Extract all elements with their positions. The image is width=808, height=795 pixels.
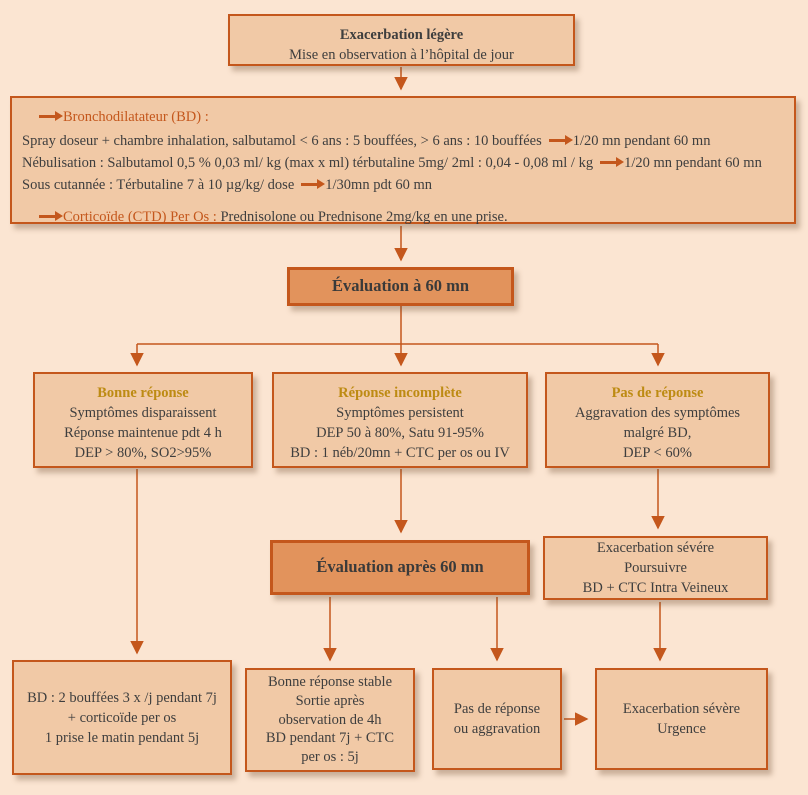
incomplete-response-line: BD : 1 néb/20mn + CTC per os ou IV [290, 445, 510, 461]
good-response-line: Réponse maintenue pdt 4 h [64, 425, 222, 441]
good-response-line: DEP > 80%, SO2>95% [74, 445, 212, 461]
no-response-line: malgré BD, [623, 425, 692, 441]
spray-text: Spray doseur + chambre inhalation, salbutamol < 6 ans : 5 bouffées, > 6 ans : 10 bouffées [22, 133, 542, 149]
home-treatment-box [12, 660, 232, 775]
arrow-right-icon [39, 215, 56, 218]
no-response-aggravation-line: Pas de réponse [453, 701, 541, 717]
severe-continue-line: BD + CTC Intra Veineux [582, 580, 729, 596]
no-response-aggravation-line: ou aggravation [453, 721, 541, 737]
home-treatment-line: BD : 2 bouffées 3 x /j pendant 7j [27, 689, 217, 706]
connector-eval60-branch [137, 306, 658, 344]
start-title: Exacerbation légère [339, 27, 464, 43]
no-response-line: Aggravation des symptômes [574, 405, 741, 421]
sc-text: Sous cutannée : Térbutaline 7 à 10 µg/kg/ dose [22, 177, 295, 193]
severe-continue-line: Poursuivre [624, 560, 687, 576]
treatment-box [10, 96, 796, 224]
no-response-title: Pas de réponse [611, 385, 704, 401]
home-treatment-line: + corticoïde per os [67, 709, 177, 726]
bd-heading: Bronchodilatateur (BD) : [63, 109, 209, 125]
arrow-right-icon [39, 115, 56, 118]
stable-discharge-line: Sortie après [295, 692, 365, 709]
neb-text: Nébulisation : Salbutamol 0,5 % 0,03 ml/ kg (max x ml) térbutaline 5mg/ 2ml : 0,04 - 0,08 ml / kg [22, 155, 594, 171]
no-response-aggravation-box [432, 668, 562, 770]
spray-result: 1/20 mn pendant 60 mn [572, 133, 711, 149]
home-treatment-line: 1 prise le matin pendant 5j [44, 729, 200, 746]
stable-discharge-line: per os : 5j [301, 749, 359, 766]
start-subtitle: Mise en observation à l’hôpital de jour [289, 47, 514, 63]
stable-discharge-line: BD pendant 7j + CTC [265, 730, 395, 747]
incomplete-response-line: DEP 50 à 80%, Satu 91-95% [316, 425, 484, 441]
arrow-right-icon [600, 161, 617, 164]
arrow-right-icon [301, 183, 318, 186]
incomplete-response-line: Symptômes persistent [336, 405, 464, 421]
stable-discharge-box [245, 668, 415, 772]
severe-emergency-box [595, 668, 768, 770]
severe-continue-line: Exacerbation sévére [596, 540, 715, 556]
stable-discharge-line: observation de 4h [278, 711, 382, 728]
neb-result: 1/20 mn pendant 60 mn [624, 155, 762, 171]
ctd-text: Prednisolone ou Prednisone 2mg/kg en une prise. [220, 209, 508, 225]
no-response-box [545, 372, 770, 468]
good-response-line: Symptômes disparaissent [69, 405, 217, 421]
arrow-right-icon [549, 139, 566, 142]
stable-discharge-line: Bonne réponse stable [267, 673, 393, 690]
good-response-title: Bonne réponse [97, 385, 189, 401]
eval-after-60-title: Évaluation après 60 mn [316, 557, 484, 577]
no-response-line: DEP < 60% [623, 445, 692, 461]
sc-result: 1/30mn pdt 60 mn [325, 177, 433, 193]
incomplete-response-title: Réponse incomplète [338, 385, 462, 401]
eval-after-60-box [270, 540, 530, 595]
ctd-heading: Corticoïde (CTD) Per Os : [63, 209, 217, 225]
incomplete-response-box [272, 372, 528, 468]
good-response-box [33, 372, 253, 468]
eval-60-box [287, 267, 514, 306]
eval-60-title: Évaluation à 60 mn [331, 276, 470, 296]
severe-continue-box [543, 536, 768, 600]
start-box [228, 14, 575, 66]
severe-emergency-line: Exacerbation sévère [622, 701, 741, 717]
severe-emergency-line: Urgence [657, 721, 706, 737]
